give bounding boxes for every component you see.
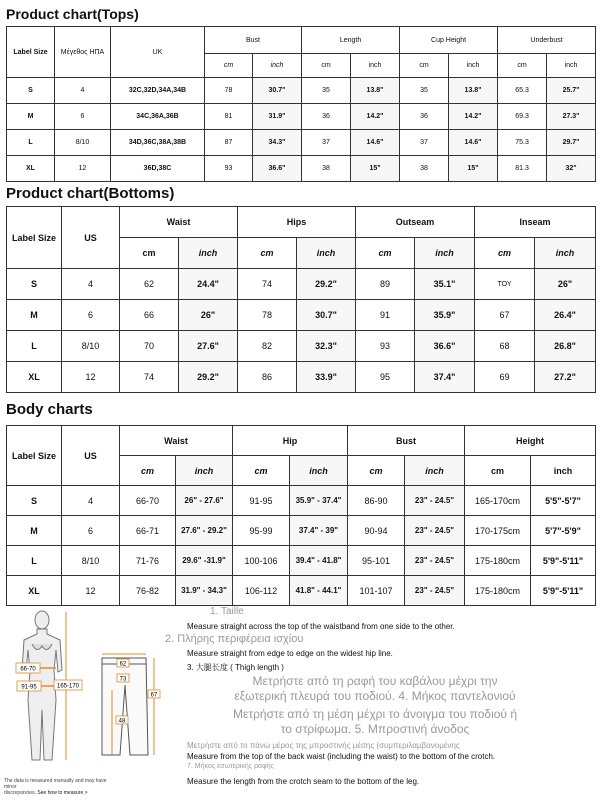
table-row [7,576,596,606]
note-text: The data is measured manually and may have minor [4,778,107,790]
us-size: 4 [55,78,111,104]
measurement-note [4,778,119,796]
instruction-text: Measure straight from edge to edge on the widest hip line. [187,649,393,658]
underbust-inch: 29.7" [547,130,596,156]
cup-inch: 14.2" [449,104,498,130]
hip-cm: 95-99 [233,516,290,546]
us-size: 12 [62,576,120,606]
instruction-text: το στρίφωμα. 5. Μπροστινή άνοδος [280,722,470,736]
body-header-waist: Waist [120,426,233,456]
underbust-cm: 69.3 [498,104,547,130]
tops-header-uk: UK [111,27,205,78]
size-label: L [7,130,55,156]
body-chart-title: Body charts [6,401,93,418]
waist-inch: 27.6" [179,331,238,362]
hips-cm: 82 [238,331,297,362]
outseam-inch: 35.1" [415,269,475,300]
size-label: S [7,269,62,300]
outseam-cm: 93 [356,331,415,362]
instruction-text: Measure straight across the top of the waistband from one side to the other. [187,622,455,631]
body-header-label-size: Label Size [7,426,62,486]
unit-inch: inch [253,54,302,78]
underbust-inch: 25.7" [547,78,596,104]
size-label: M [7,516,62,546]
us-size: 6 [62,300,120,331]
unit-cm: cm [233,456,290,486]
bust-cm: 86-90 [348,486,405,516]
uk-size: 34C,36A,36B [111,104,205,130]
inseam-cm: 69 [475,362,535,393]
hip-cm: 91-95 [233,486,290,516]
note-text: discrepancies. [4,790,36,796]
outseam-cm: 89 [356,269,415,300]
size-label: XL [7,576,62,606]
body-label-waist: 66-70 [20,666,36,673]
unit-inch: inch [405,456,465,486]
cup-inch: 14.6" [449,130,498,156]
table-row [7,269,596,300]
length-cm: 36 [302,104,351,130]
hips-inch: 29.2" [297,269,356,300]
body-header-us: US [62,426,120,486]
bottoms-chart-title: Product chart(Bottoms) [6,185,175,202]
table-row [7,130,596,156]
size-label: S [7,486,62,516]
tops-header-underbust: Underbust [498,27,596,54]
bust-cm: 101-107 [348,576,405,606]
tops-header-cup-height: Cup Height [400,27,498,54]
instruction-text: Μετρήστε από τη μέση μέχρι το άνοιγμα του ποδιού ή [232,707,517,721]
bust-inch: 31.9" [253,104,302,130]
unit-cm: cm [205,54,253,78]
us-size: 8/10 [62,331,120,362]
unit-cm: cm [238,238,297,269]
unit-inch: inch [297,238,356,269]
bust-cm: 93 [205,156,253,182]
size-label: L [7,546,62,576]
underbust-cm: 65.3 [498,78,547,104]
table-row [7,486,596,516]
waist-inch: 27.6" - 29.2" [176,516,233,546]
us-size: 8/10 [62,546,120,576]
bust-inch: 36.6" [253,156,302,182]
body-label-hip: 91-95 [21,684,37,691]
outseam-cm: 95 [356,362,415,393]
table-row [7,78,596,104]
see-how-to-measure-link[interactable]: See how to measure > [37,790,88,796]
underbust-cm: 75.3 [498,130,547,156]
unit-inch: inch [531,456,596,486]
unit-inch: inch [415,238,475,269]
unit-cm: cm [356,238,415,269]
unit-cm: cm [120,238,179,269]
instruction-text: Measure from the top of the back waist (including the waist) to the bottom of the crotch. [187,752,496,761]
hip-inch: 41.8" - 44.1" [290,576,348,606]
hips-inch: 30.7" [297,300,356,331]
pants-label-hip: 73 [119,676,127,683]
waist-inch: 26" - 27.6" [176,486,233,516]
unit-inch: inch [179,238,238,269]
cup-inch: 15" [449,156,498,182]
cup-cm: 38 [400,156,449,182]
pants-label-waist: 62 [119,661,127,668]
inseam-cm: ΤΟΥ [475,269,535,300]
bottoms-header-inseam: Inseam [475,207,596,238]
tops-header-us: Μέγεθος ΗΠΑ [55,27,111,78]
size-label: L [7,331,62,362]
length-inch: 13.8" [351,78,400,104]
waist-cm: 74 [120,362,179,393]
outseam-inch: 36.6" [415,331,475,362]
cup-cm: 36 [400,104,449,130]
pants-icon [102,658,148,755]
unit-inch: inch [176,456,233,486]
instruction-heading: 1. Taille [210,606,244,617]
us-size: 4 [62,269,120,300]
length-inch: 15" [351,156,400,182]
us-size: 6 [62,516,120,546]
body-label-height: 165-170 [56,683,80,690]
waist-inch: 26" [179,300,238,331]
length-inch: 14.6" [351,130,400,156]
inseam-inch: 26" [535,269,596,300]
height-inch: 5'7"-5'9" [531,516,596,546]
hips-cm: 74 [238,269,297,300]
body-header-height: Height [465,426,596,456]
bust-cm: 95-101 [348,546,405,576]
unit-inch: inch [449,54,498,78]
bust-inch: 23" - 24.5" [405,486,465,516]
size-label: S [7,78,55,104]
bottoms-header-waist: Waist [120,207,238,238]
size-label: XL [7,156,55,182]
waist-inch: 24.4" [179,269,238,300]
waist-cm: 76-82 [120,576,176,606]
inseam-inch: 26.8" [535,331,596,362]
unit-cm: cm [400,54,449,78]
table-row [7,546,596,576]
outseam-inch: 35.9" [415,300,475,331]
body-header-bust: Bust [348,426,465,456]
bust-inch: 23" - 24.5" [405,516,465,546]
bottoms-header-label-size: Label Size [7,207,62,269]
unit-inch: inch [290,456,348,486]
body-and-pants-diagram [4,610,164,780]
height-cm: 175-180cm [465,576,531,606]
inseam-inch: 27.2" [535,362,596,393]
hips-inch: 32.3" [297,331,356,362]
us-size: 4 [62,486,120,516]
underbust-inch: 32" [547,156,596,182]
underbust-cm: 81.3 [498,156,547,182]
tops-header-label-size: Label Size [7,27,55,78]
inseam-cm: 68 [475,331,535,362]
instruction-text: Measure the length from the crotch seam to the bottom of the leg. [187,777,420,786]
uk-size: 34D,36C,38A,38B [111,130,205,156]
hip-inch: 39.4" - 41.8" [290,546,348,576]
us-size: 8/10 [55,130,111,156]
instruction-text: Μετρήστε από το πάνω μέρος της μπροστινής μέσης (συμπεριλαμβανομένης [187,741,460,750]
length-inch: 14.2" [351,104,400,130]
unit-inch: inch [351,54,400,78]
cup-cm: 37 [400,130,449,156]
tops-header-bust: Bust [205,27,302,54]
hips-inch: 33.9" [297,362,356,393]
unit-cm: cm [465,456,531,486]
bust-cm: 81 [205,104,253,130]
waist-inch: 29.2" [179,362,238,393]
height-cm: 165-170cm [465,486,531,516]
height-cm: 170-175cm [465,516,531,546]
underbust-inch: 27.3" [547,104,596,130]
table-row [7,156,596,182]
waist-cm: 71-76 [120,546,176,576]
unit-cm: cm [348,456,405,486]
unit-inch: inch [547,54,596,78]
length-cm: 38 [302,156,351,182]
height-inch: 5'9"-5'11" [531,576,596,606]
cup-inch: 13.8" [449,78,498,104]
size-label: M [7,104,55,130]
inseam-inch: 26.4" [535,300,596,331]
length-cm: 37 [302,130,351,156]
bust-cm: 90-94 [348,516,405,546]
waist-cm: 62 [120,269,179,300]
bust-cm: 87 [205,130,253,156]
tops-size-table [6,26,596,182]
hip-cm: 100-106 [233,546,290,576]
unit-cm: cm [475,238,535,269]
size-label: M [7,300,62,331]
waist-cm: 66-70 [120,486,176,516]
bottoms-header-hips: Hips [238,207,356,238]
table-row [7,104,596,130]
waist-cm: 70 [120,331,179,362]
bust-inch: 23" - 24.5" [405,576,465,606]
unit-cm: cm [120,456,176,486]
size-label: XL [7,362,62,393]
instruction-heading: 3. 大腿长度 ( Thigh length ) [187,663,284,672]
measurement-figure [4,610,164,780]
length-cm: 35 [302,78,351,104]
bust-inch: 23" - 24.5" [405,546,465,576]
bust-inch: 30.7" [253,78,302,104]
hip-inch: 35.9" - 37.4" [290,486,348,516]
table-row [7,516,596,546]
unit-inch: inch [535,238,596,269]
bottoms-header-us: US [62,207,120,269]
uk-size: 32C,32D,34A,34B [111,78,205,104]
us-size: 6 [55,104,111,130]
height-cm: 175-180cm [465,546,531,576]
instruction-heading: 7. Μήκος εσωτερικής ραφής [187,763,274,770]
height-inch: 5'9"-5'11" [531,546,596,576]
height-inch: 5'5"-5'7" [531,486,596,516]
body-header-hip: Hip [233,426,348,456]
unit-cm: cm [498,54,547,78]
instruction-text: εξωτερική πλευρά του ποδιού. 4. Μήκος παντελονιού [234,689,516,703]
table-row [7,300,596,331]
tops-header-length: Length [302,27,400,54]
cup-cm: 35 [400,78,449,104]
waist-cm: 66-71 [120,516,176,546]
bust-inch: 34.3" [253,130,302,156]
bottoms-header-outseam: Outseam [356,207,475,238]
us-size: 12 [55,156,111,182]
waist-inch: 29.6" -31.9" [176,546,233,576]
outseam-cm: 91 [356,300,415,331]
pants-label-inseam: 48 [118,718,126,725]
hips-cm: 86 [238,362,297,393]
instruction-text: Μετρήστε από τη ραφή του καβάλου μέχρι την [252,674,498,688]
instruction-heading: 2. Πλήρης περιφέρεια ισχίου [165,633,304,645]
hip-inch: 37.4" - 39" [290,516,348,546]
inseam-cm: 67 [475,300,535,331]
waist-cm: 66 [120,300,179,331]
body-size-table [6,425,596,606]
us-size: 12 [62,362,120,393]
uk-size: 36D,38C [111,156,205,182]
table-row [7,331,596,362]
bust-cm: 78 [205,78,253,104]
hip-cm: 106-112 [233,576,290,606]
outseam-inch: 37.4" [415,362,475,393]
pants-label-length: 67 [150,692,158,699]
tops-chart-title: Product chart(Tops) [6,6,139,22]
unit-cm: cm [302,54,351,78]
waist-inch: 31.9" - 34.3" [176,576,233,606]
bottoms-size-table [6,206,596,393]
hips-cm: 78 [238,300,297,331]
table-row [7,362,596,393]
